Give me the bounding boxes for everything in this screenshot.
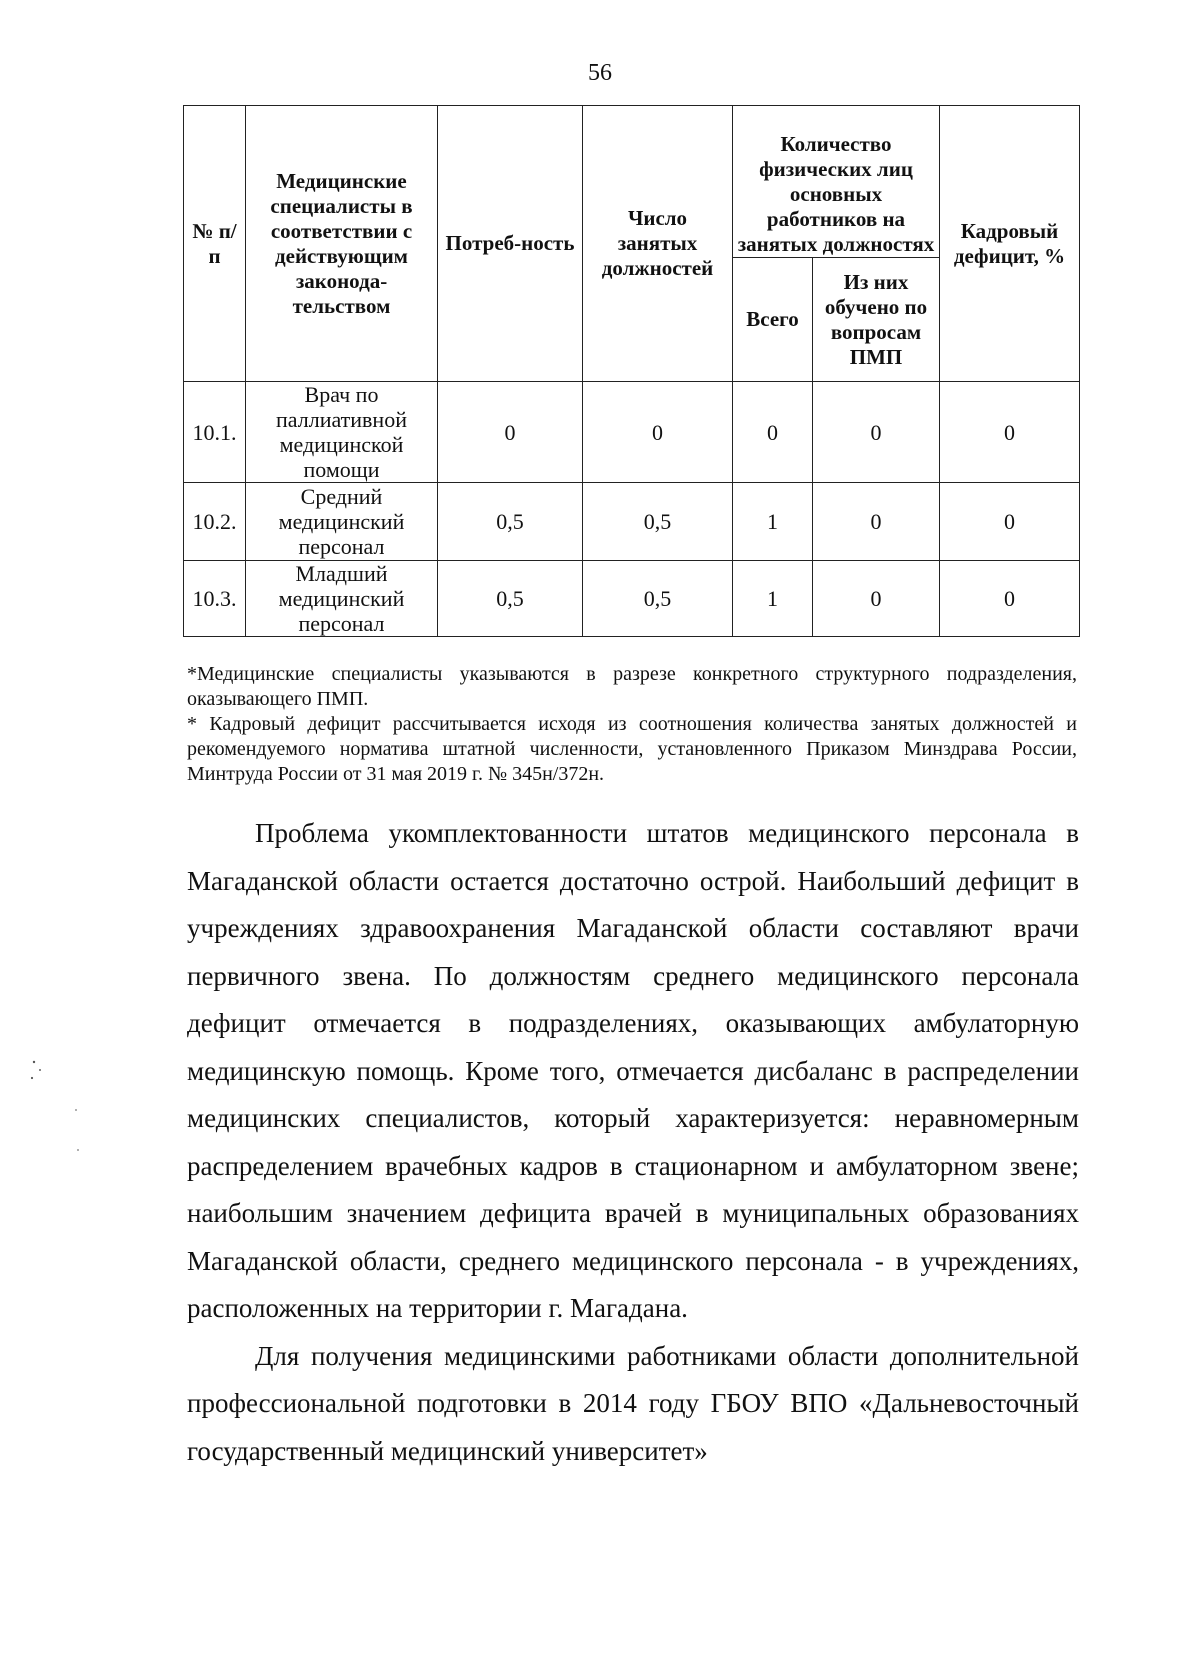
cell-num: 10.2. <box>184 483 246 561</box>
header-persons-group: Количество физических лиц основных работников на занятых должностях <box>733 106 940 258</box>
cell-total: 1 <box>733 483 813 561</box>
cell-total: 0 <box>733 382 813 483</box>
cell-total: 1 <box>733 561 813 637</box>
header-need: Потреб-ность <box>438 106 583 382</box>
header-occupied: Число занятых должностей <box>583 106 733 382</box>
cell-name: Младший медицинский персонал <box>246 561 438 637</box>
cell-trained: 0 <box>813 382 940 483</box>
table-row <box>184 382 1080 483</box>
cell-num: 10.3. <box>184 561 246 637</box>
paragraph: Для получения медицинскими работниками области дополнительной профессиональной подготовки в 2014 году ГБОУ ВПО «Дальневосточный государственный медицинский университет» <box>187 1340 1079 1466</box>
header-total: Всего <box>733 258 813 382</box>
header-num: № п/п <box>184 106 246 382</box>
footnotes <box>187 662 1077 787</box>
footnote: * Кадровый дефицит рассчитывается исходя из соотношения количества занятых должностей и рекомендуемого норматива штатной численности, установленного Приказом Минздрава России, Минтруда России от 31 мая 2019 г. № 345н/372н. <box>187 713 1077 785</box>
cell-trained: 0 <box>813 561 940 637</box>
header-deficit: Кадровый дефицит, % <box>940 106 1080 382</box>
header-trained: Из них обучено по вопросам ПМП <box>813 258 940 382</box>
page-number: 56 <box>588 60 612 86</box>
cell-num: 10.1. <box>184 382 246 483</box>
cell-occupied: 0 <box>583 382 733 483</box>
cell-trained: 0 <box>813 483 940 561</box>
staffing-table <box>183 105 1080 637</box>
table-row <box>184 483 1080 561</box>
body-text <box>187 810 1079 1475</box>
cell-deficit: 0 <box>940 483 1080 561</box>
cell-need: 0,5 <box>438 483 583 561</box>
cell-deficit: 0 <box>940 382 1080 483</box>
cell-need: 0 <box>438 382 583 483</box>
cell-occupied: 0,5 <box>583 483 733 561</box>
table-header-row <box>184 106 1080 258</box>
table-row <box>184 561 1080 637</box>
scan-artifact-dots <box>26 1050 86 1170</box>
footnote: *Медицинские специалисты указываются в разрезе конкретного структурного подразделения, оказывающего ПМП. <box>187 663 1077 710</box>
paragraph: Проблема укомплектованности штатов медицинского персонала в Магаданской области остается достаточно острой. Наибольший дефицит в учреждениях здравоохранения Магаданской области составляют врачи первичного звена. По должностям среднего медицинского персонала дефицит отмечается в подразделениях, оказывающих амбулаторную медицинскую помощь. Кроме того, отмечается дисбаланс в распределении медицинских специалистов, который характеризуется: неравномерным распределением врачебных кадров в стационарном и амбулаторном звене; наибольшим значением дефицита врачей в муниципальных образованиях Магаданской области, среднего медицинского персонала - в учреждениях, расположенных на территории г. Магадана. <box>187 818 1079 1323</box>
cell-name: Средний медицинский персонал <box>246 483 438 561</box>
cell-name: Врач по паллиативной медицинской помощи <box>246 382 438 483</box>
cell-deficit: 0 <box>940 561 1080 637</box>
cell-occupied: 0,5 <box>583 561 733 637</box>
cell-need: 0,5 <box>438 561 583 637</box>
header-specialists: Медицинские специалисты в соответствии с действующим законода-тельством <box>246 106 438 382</box>
